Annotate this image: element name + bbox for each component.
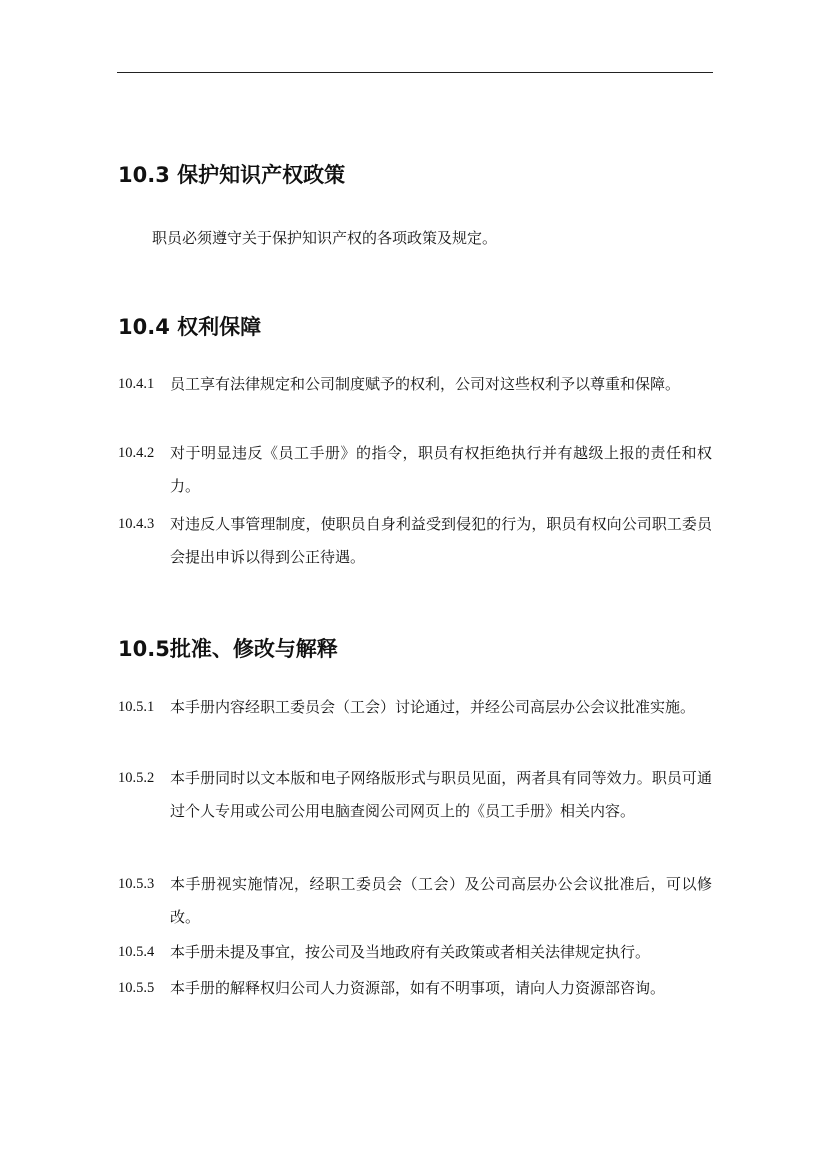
paragraph-10-3: 职员必须遵守关于保护知识产权的各项政策及规定。	[152, 229, 498, 247]
item-number: 10.5.5	[118, 980, 155, 996]
list-item-10-5-5	[118, 972, 718, 1005]
item-text: 对于明显违反《员工手册》的指令，职员有权拒绝执行并有越级上报的责任和权力。	[170, 444, 712, 495]
item-number: 10.5.1	[118, 699, 155, 715]
list-item-10-5-3	[118, 868, 718, 934]
header-rule	[117, 72, 713, 73]
list-item-10-4-1	[118, 368, 718, 401]
item-number: 10.4.3	[118, 516, 155, 532]
list-item-10-5-4	[118, 936, 718, 969]
list-item-10-4-2	[118, 437, 718, 503]
item-text: 本手册同时以文本版和电子网络版形式与职员见面，两者具有同等效力。职员可通过个人专用或公司公用电脑查阅公司网页上的《员工手册》相关内容。	[170, 769, 712, 820]
item-text: 本手册的解释权归公司人力资源部，如有不明事项，请向人力资源部咨询。	[170, 979, 666, 997]
heading-10-4: 10.4 权利保障	[118, 315, 262, 339]
list-item-10-5-2	[118, 762, 718, 828]
list-item-10-4-3	[118, 508, 718, 574]
item-number: 10.5.2	[118, 770, 155, 786]
item-text: 对违反人事管理制度，使职员自身利益受到侵犯的行为，职员有权向公司职工委员会提出申诉以得到公正待遇。	[170, 515, 712, 566]
item-text: 本手册视实施情况，经职工委员会（工会）及公司高层办公会议批准后，可以修改。	[170, 875, 712, 926]
heading-10-5: 10.5批准、修改与解释	[118, 637, 338, 661]
item-number: 10.4.1	[118, 376, 155, 392]
item-text: 员工享有法律规定和公司制度赋予的权利，公司对这些权利予以尊重和保障。	[170, 375, 681, 393]
heading-10-3: 10.3 保护知识产权政策	[118, 163, 346, 187]
list-item-10-5-1	[118, 691, 718, 724]
item-number: 10.5.3	[118, 876, 155, 892]
item-text: 本手册未提及事宜，按公司及当地政府有关政策或者相关法律规定执行。	[170, 943, 651, 961]
item-number: 10.5.4	[118, 944, 155, 960]
item-text: 本手册内容经职工委员会（工会）讨论通过，并经公司高层办公会议批准实施。	[170, 698, 696, 716]
item-number: 10.4.2	[118, 445, 155, 461]
